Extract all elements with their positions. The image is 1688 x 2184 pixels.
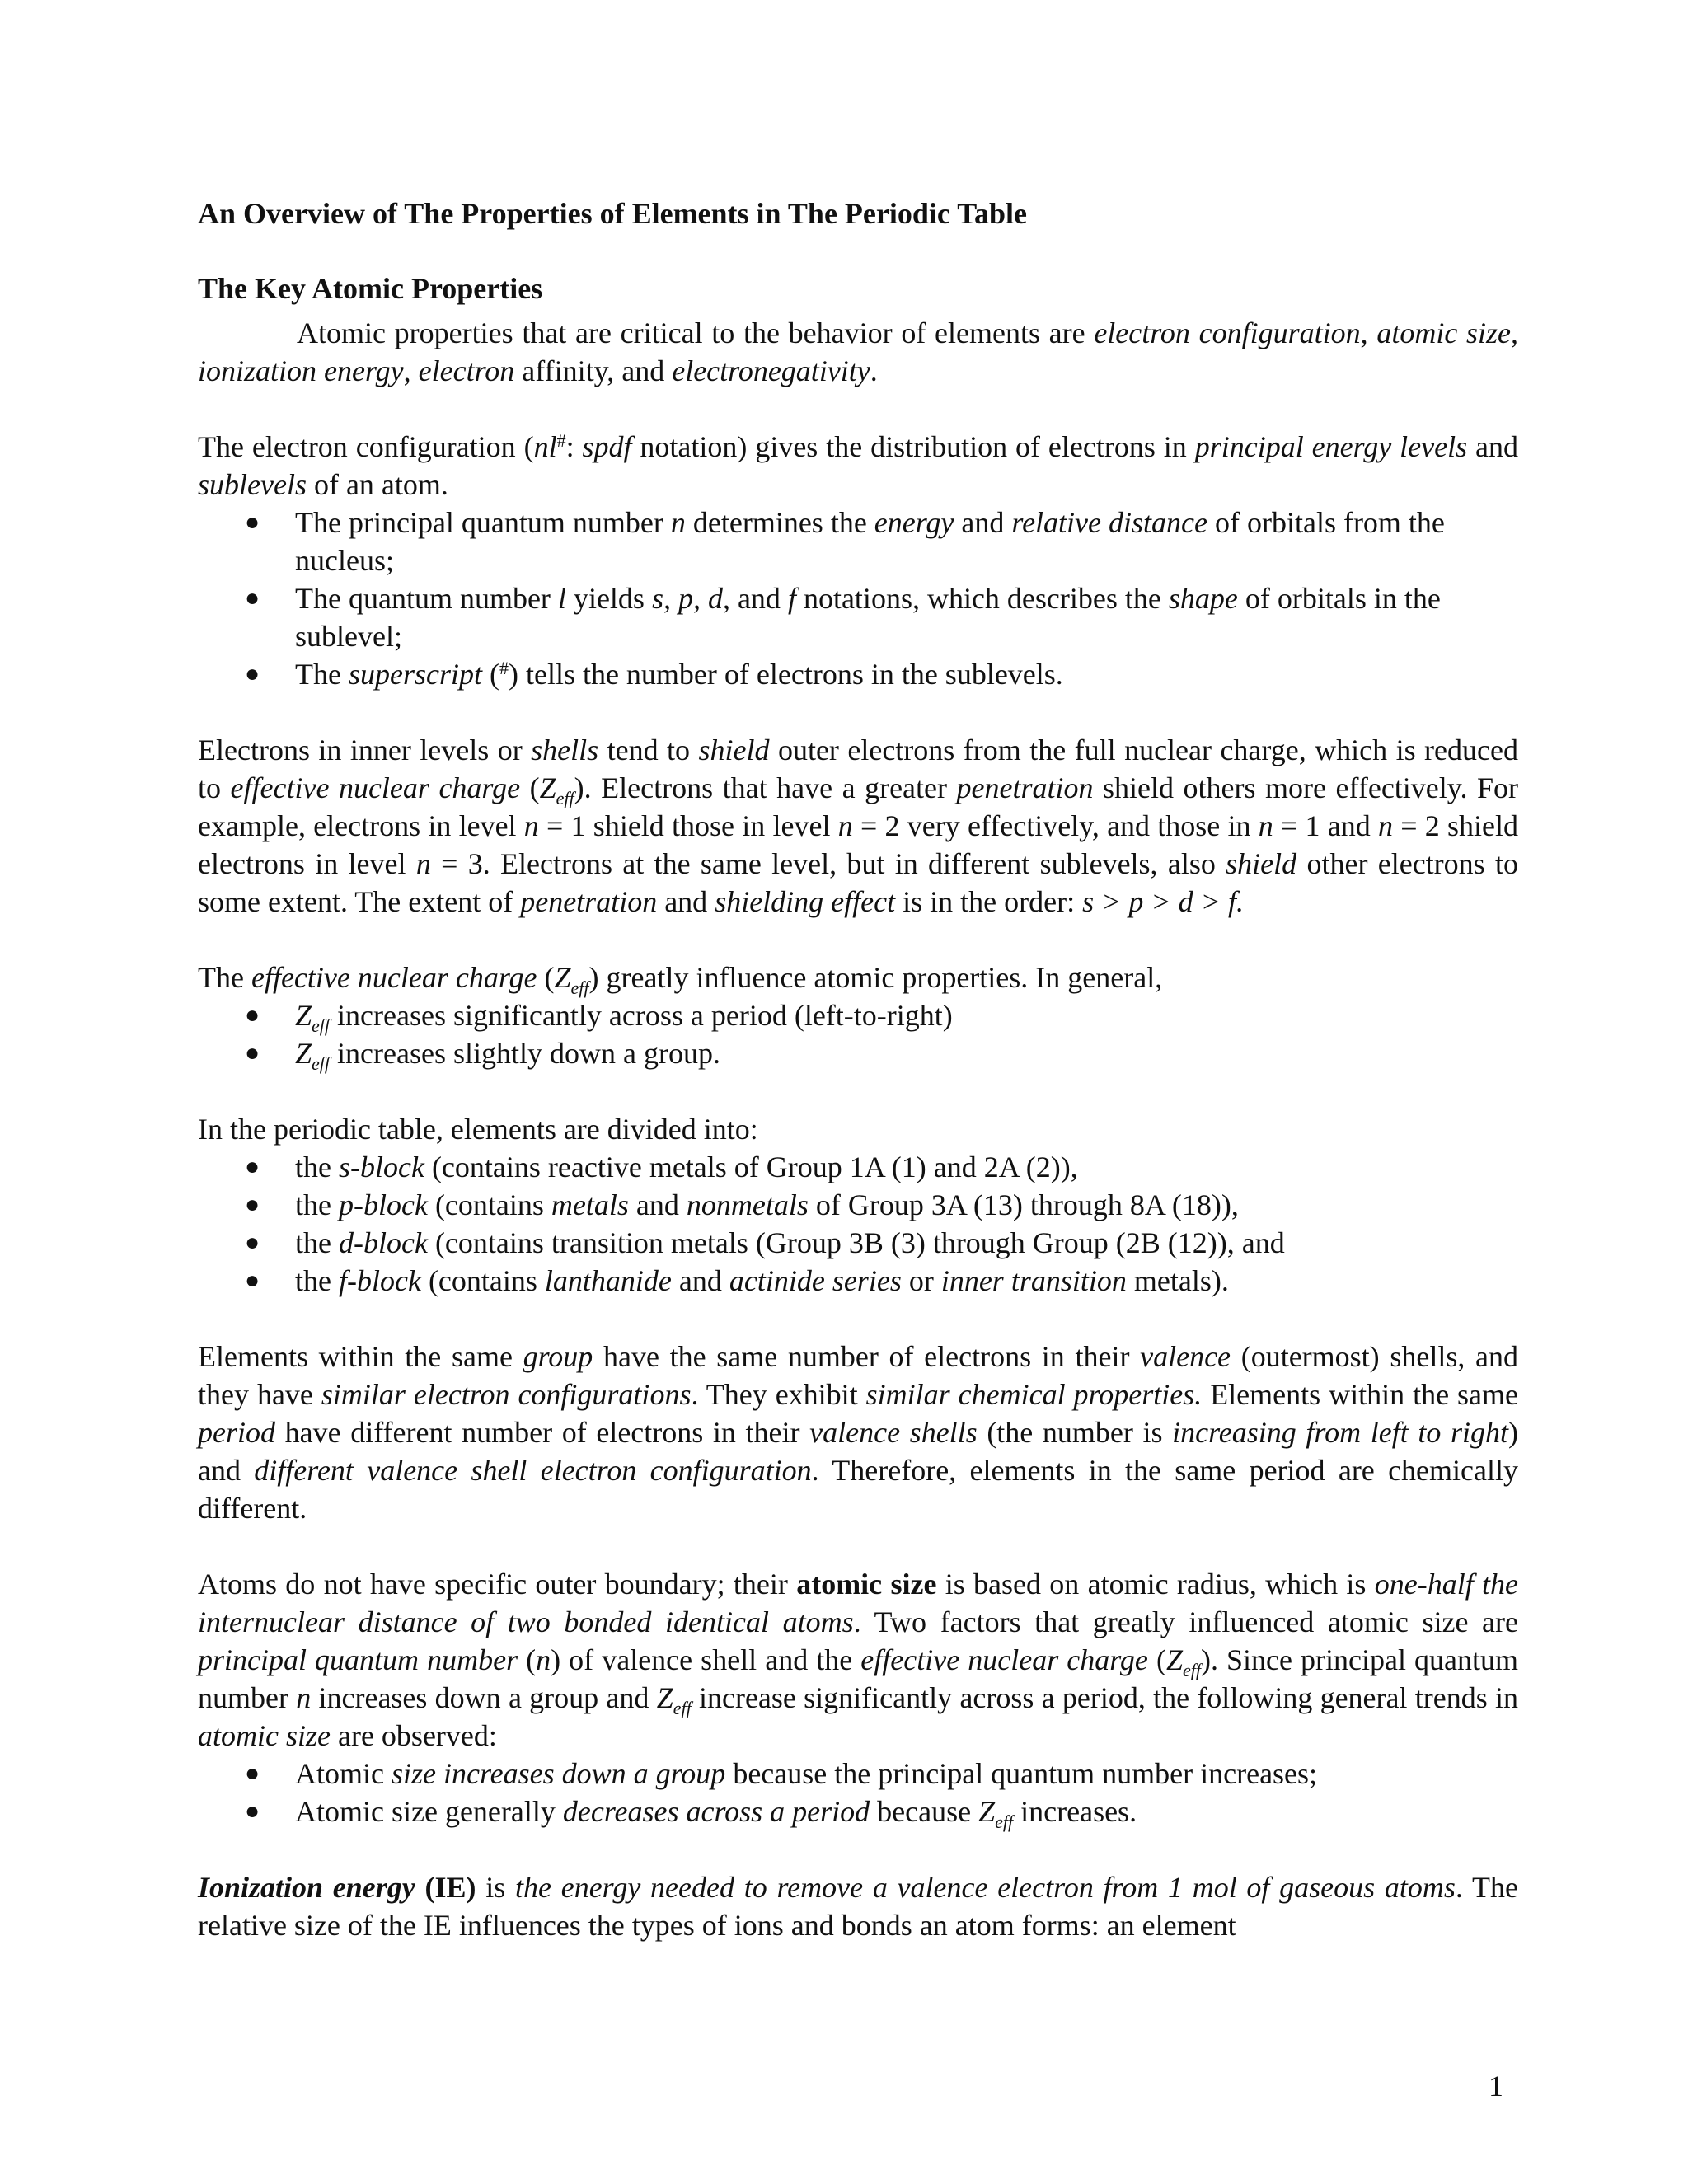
list-item: ● The quantum number l yields s, p, d, and f notations, which describes the shape of orbitals in the sublevel; xyxy=(198,579,1518,655)
list-item: ● The superscript (#) tells the number of electrons in the sublevels. xyxy=(198,655,1518,693)
bullet-icon: ● xyxy=(245,660,260,687)
configuration-bullet-list xyxy=(198,504,1518,693)
list-item: ● $Z_{eff}$ increases slightly down a group. xyxy=(198,1034,1518,1072)
ionization-energy-paragraph: Ionization energy (IE) is the energy needed to remove a valence electron from 1 mol of gaseous atoms. The relative size of the IE influences the types of ions and bonds an atom forms: an element xyxy=(198,1871,1518,1942)
intro-paragraph: Atomic properties that are critical to the behavior of elements are electron configuration, atomic size, ionization energy, electron affinity, and electronegativity. xyxy=(198,316,1519,387)
electron-configuration-paragraph: The electron configuration (nl#: spdf notation) gives the distribution of electrons in principal energy levels and sublevels of an atom. xyxy=(198,430,1518,501)
effective-charge-bullet-list xyxy=(198,996,1518,1072)
page-number: 1 xyxy=(1489,2069,1503,2102)
list-item: ● the p-block (contains metals and nonmetals of Group 3A (13) through 8A (18)), xyxy=(198,1186,1518,1224)
bullet-icon: ● xyxy=(245,1267,260,1294)
shielding-paragraph: Electrons in inner levels or shells tend to shield outer electrons from the full nuclear charge, which is reduced to effective nuclear charge $(Z_{eff})$. Electrons that have a greater penetration shield others more effectively. For example, electrons in level n = 1 shield those in level n = 2 very effectively, and those in n = 1 and n = 2 shield electrons in level n = 3. Electrons at the same level, but in different sublevels, also shield other electrons to some extent. The extent of penetration and shielding effect is in the order: s > p > d > f. xyxy=(198,733,1519,918)
list-item: ● Atomic size generally decreases across a period because $Z_{eff}$ increases. xyxy=(198,1793,1518,1830)
list-item: ● Atomic size increases down a group because the principal quantum number increases; xyxy=(198,1755,1518,1793)
blocks-bullet-list xyxy=(198,1148,1518,1300)
document-body xyxy=(198,194,1518,1944)
document-title: An Overview of The Properties of Elements in The Periodic Table xyxy=(198,197,1027,230)
atomic-size-bullet-list xyxy=(198,1755,1518,1830)
effective-charge-paragraph: The effective nuclear charge $(Z_{eff})$ greatly influence atomic properties. In general, xyxy=(198,961,1163,998)
blocks-paragraph: In the periodic table, elements are divided into: xyxy=(198,1113,758,1146)
list-item: ● the f-block (contains lanthanide and actinide series or inner transition metals). xyxy=(198,1262,1518,1300)
bullet-icon: ● xyxy=(245,1229,260,1256)
list-item: ● the s-block (contains reactive metals of Group 1A (1) and 2A (2)), xyxy=(198,1148,1518,1186)
bullet-icon: ● xyxy=(245,584,260,612)
bullet-icon: ● xyxy=(245,1001,260,1029)
section-heading: The Key Atomic Properties xyxy=(198,272,543,305)
bullet-icon: ● xyxy=(245,509,260,536)
bullet-icon: ● xyxy=(245,1039,260,1066)
bullet-icon: ● xyxy=(245,1797,260,1825)
list-item: ● $Z_{eff}$ increases significantly across a period (left-to-right) xyxy=(198,996,1518,1034)
bullet-icon: ● xyxy=(245,1760,260,1787)
bullet-icon: ● xyxy=(245,1191,260,1218)
atomic-size-paragraph: Atoms do not have specific outer boundary; their atomic size is based on atomic radius, which is one-half the internuclear distance of two bonded identical atoms. Two factors that greatly influenced atomic size are principal quantum number (n) of valence shell and the effective nuclear charge $(Z_{eff})$. Since principal quantum number n increases down a group and $Z_{eff}$ increase significantly across a period, the following general trends in atomic size are observed: xyxy=(198,1568,1519,1752)
bullet-icon: ● xyxy=(245,1153,260,1180)
list-item: ● the d-block (contains transition metals (Group 3B (3) through Group (2B (12)), and xyxy=(198,1224,1518,1262)
list-item: ● The principal quantum number n determines the energy and relative distance of orbitals from the nucleus; xyxy=(198,504,1518,579)
groups-periods-paragraph: Elements within the same group have the same number of electrons in their valence (outermost) shells, and they have similar electron configurations. They exhibit similar chemical properties. Elements within the same period have different number of electrons in their valence shells (the number is increasing from left to right) and different valence shell electron configuration. Therefore, elements in the same period are chemically different. xyxy=(198,1340,1519,1525)
